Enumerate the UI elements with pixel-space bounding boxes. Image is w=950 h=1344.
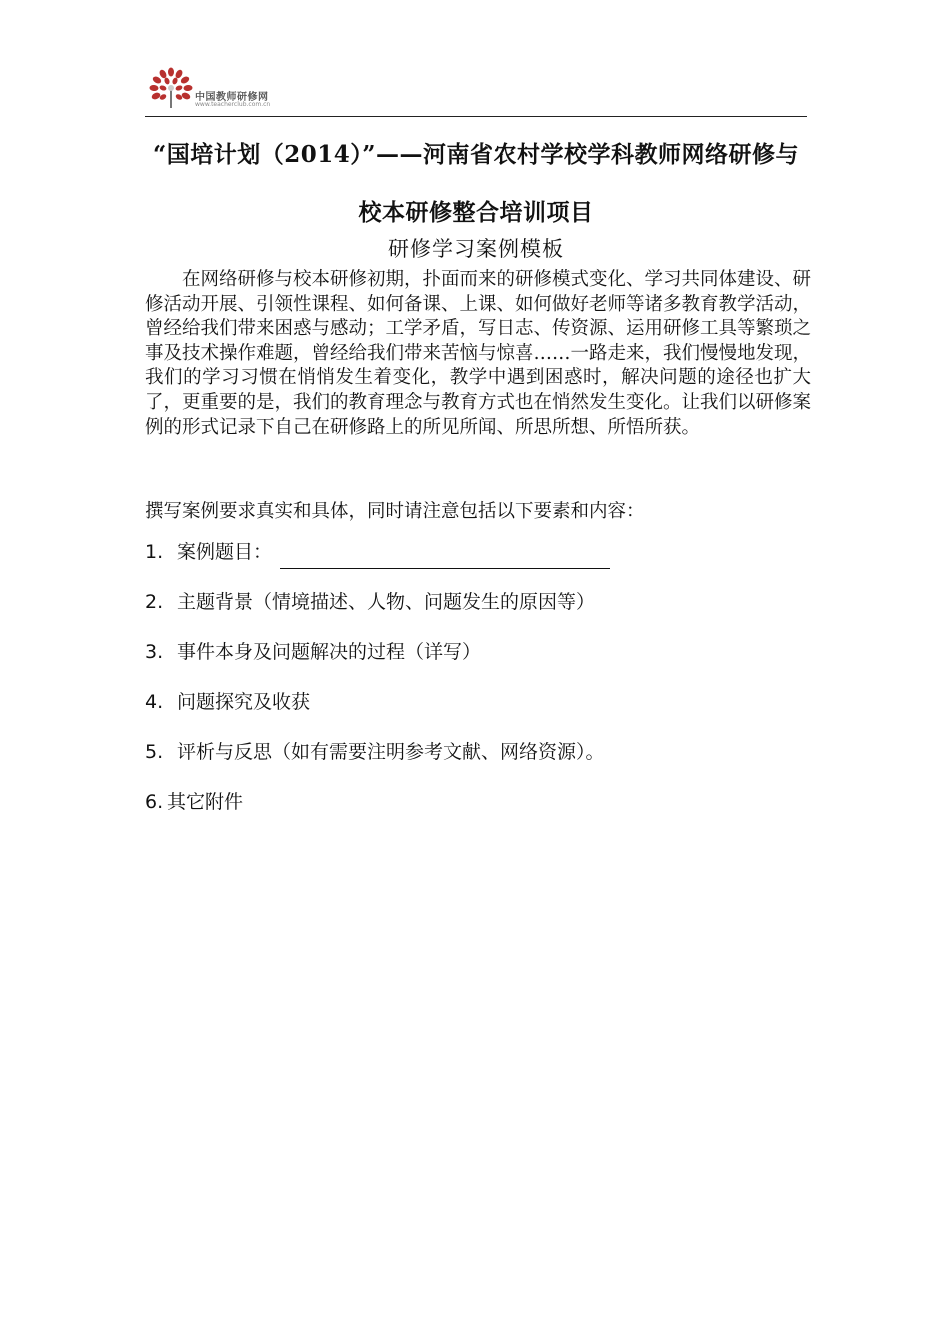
page-header <box>145 66 807 117</box>
logo-name: 中国教师研修网 <box>195 92 269 103</box>
item-label: 案例题目： <box>177 541 273 563</box>
item-number: 6. <box>145 791 164 813</box>
item-label: 事件本身及问题解决的过程（详写） <box>177 641 482 663</box>
list-item <box>145 635 807 685</box>
requirement-text: 撰写案例要求真实和具体，同时请注意包括以下要素和内容： <box>145 501 645 522</box>
item-number: 4. <box>145 691 164 713</box>
list-item <box>145 735 807 785</box>
item-label: 其它附件 <box>167 791 244 813</box>
flower-logo-icon <box>145 66 197 110</box>
list-item <box>145 685 807 735</box>
list-item <box>145 535 807 585</box>
item-label: 问题探究及收获 <box>177 691 311 713</box>
logo <box>145 66 305 112</box>
item-number: 2. <box>145 591 164 613</box>
case-elements-list <box>145 535 807 835</box>
item-number: 5. <box>145 741 164 763</box>
item-label: 主题背景（情境描述、人物、问题发生的原因等） <box>177 591 596 613</box>
list-item <box>145 785 807 835</box>
title-blank-line[interactable] <box>280 544 610 569</box>
intro-paragraph: 在网络研修与校本研修初期，扑面而来的研修模式变化、学习共同体建设、研修活动开展、引领性课程、如何备课、上课、如何做好老师等诸多教育教学活动，曾经给我们带来困惑与感动；工学矛盾，写日志、传资源、运用研修工具等繁琐之事及技术操作难题，曾经给我们带来苦恼与惊喜……一路走来，我们慢慢地发现，我们的学习习惯在悄悄发生着变化，教学中遇到困惑时，解决问题的途径也扩大了，更重要的是，我们的教育理念与教育方式也在悄然发生变化。让我们以研修案例的形式记录下自己在研修路上的所见所闻、所思所想、所悟所获。 <box>145 269 812 438</box>
item-label: 评析与反思（如有需要注明参考文献、网络资源）。 <box>177 741 605 763</box>
logo-url: www.teacherclub.com.cn <box>195 101 271 108</box>
item-number: 1. <box>145 541 164 563</box>
document-subtitle: 研修学习案例模板 <box>388 237 564 261</box>
item-number: 3. <box>145 641 164 663</box>
document-title: “国培计划（2014）”——河南省农村学校学科教师网络研修与校本研修整合培训项目 <box>153 141 799 226</box>
list-item <box>145 585 807 635</box>
